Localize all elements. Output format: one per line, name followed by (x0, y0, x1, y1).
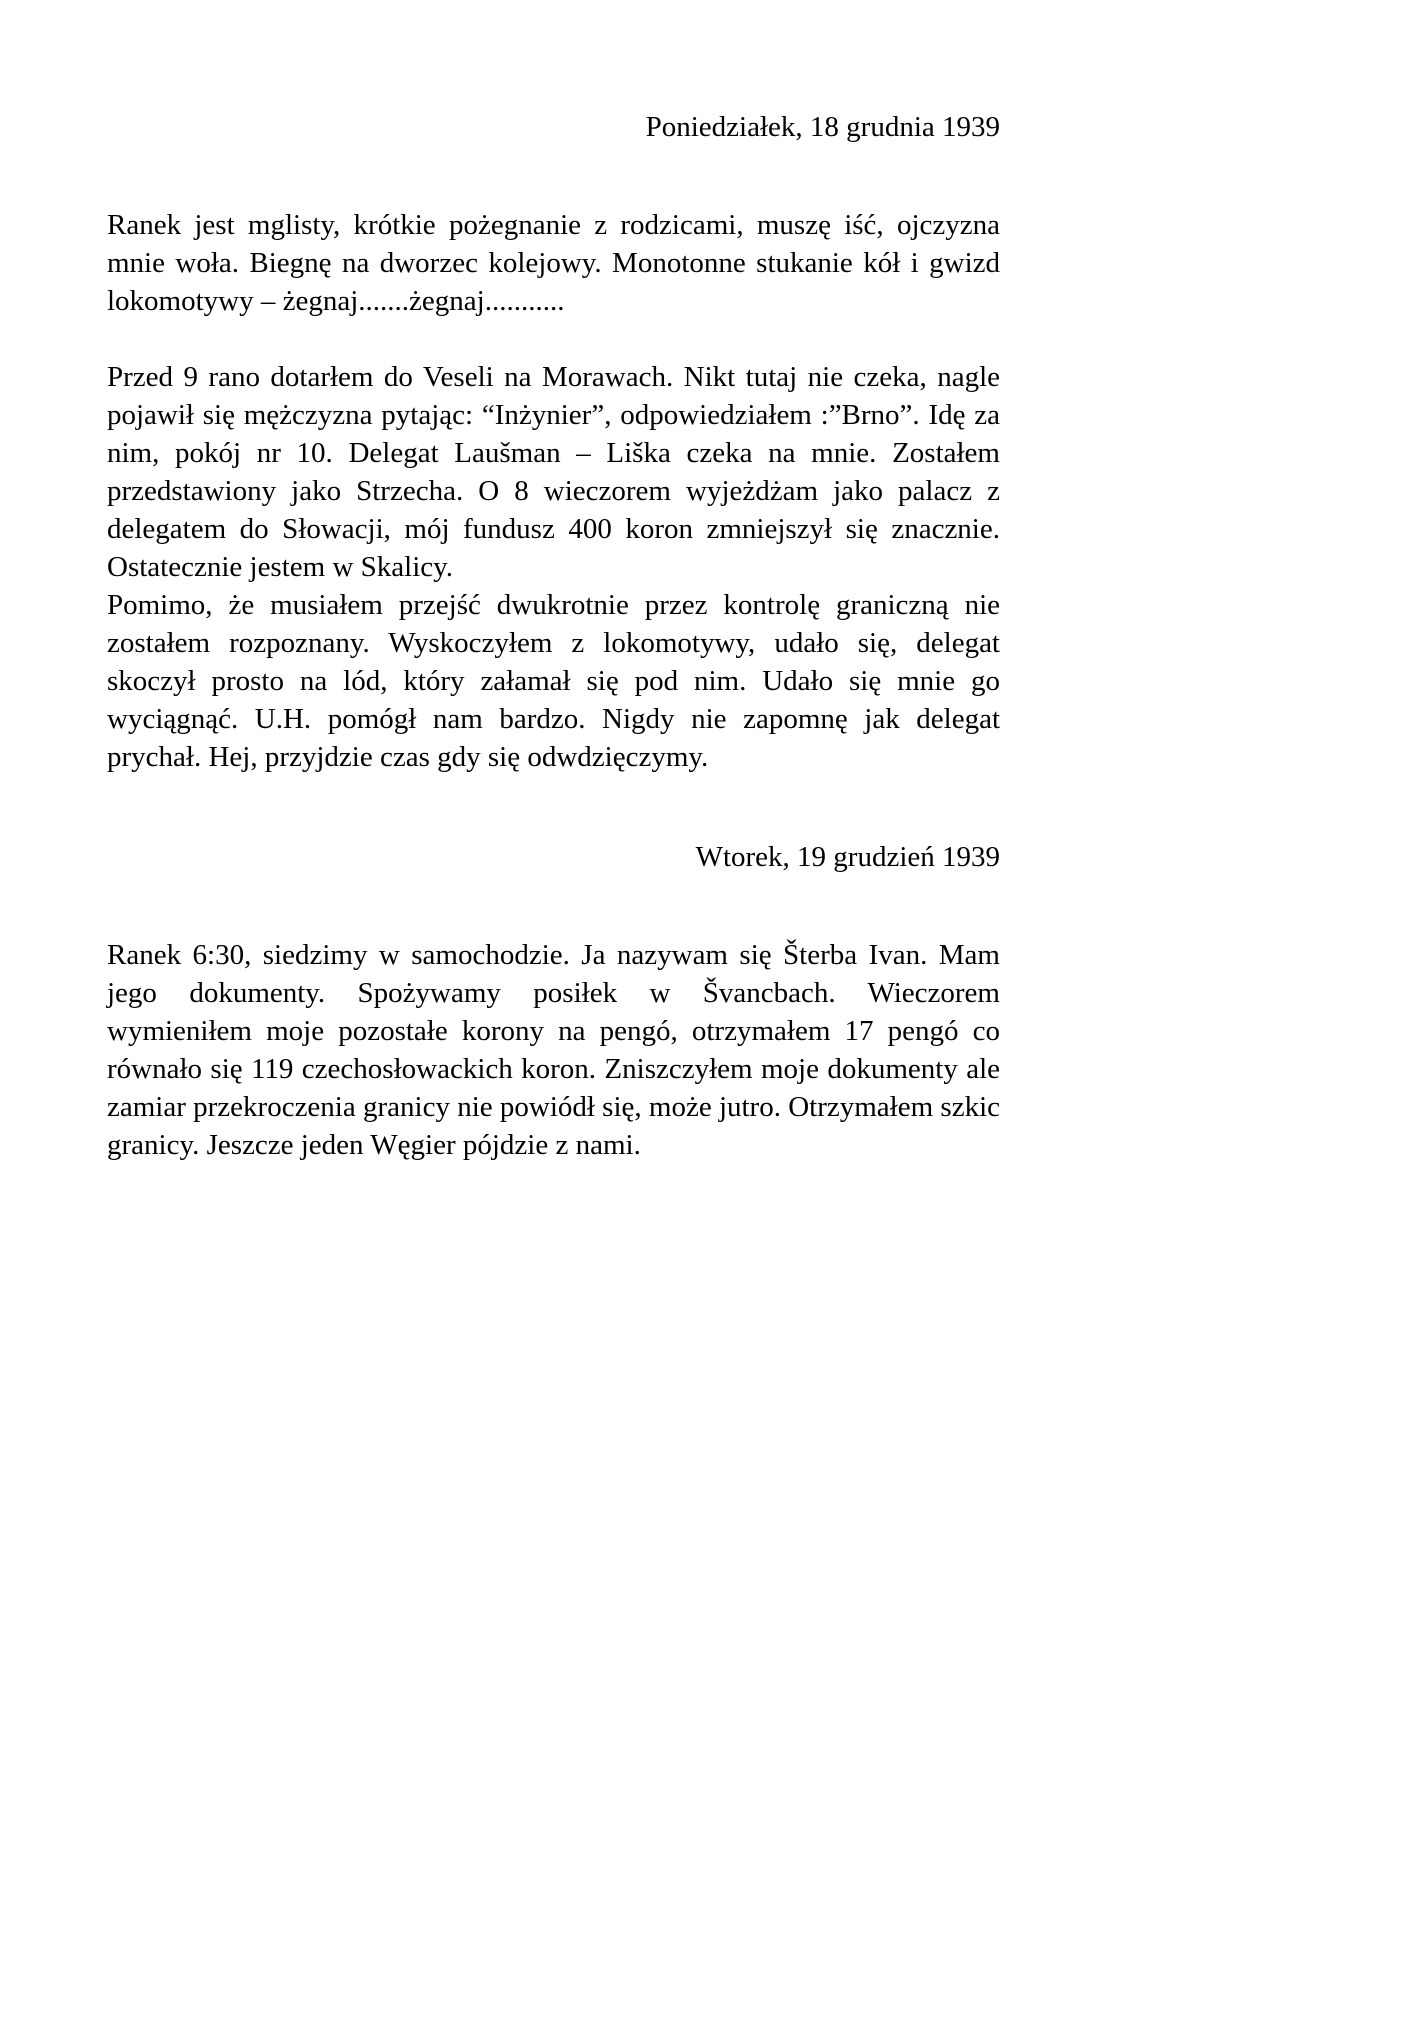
paragraph-veseli-arrival: Przed 9 rano dotarłem do Veseli na Morawach. Nikt tutaj nie czeka, nagle pojawił się mężczyzna pytając: “Inżynier”, odpowiedziałem :”Brno”. Idę za nim, pokój nr 10. Delegat Laušman – Liška czeka na mnie. Zostałem przedstawiony jako Strzecha. O 8 wieczorem wyjeżdżam jako palacz z delegatem do Słowacji, mój fundusz 400 koron zmniejszył się znacznie. Ostatecznie jestem w Skalicy. (107, 361, 1000, 583)
paragraph-border-crossing: Pomimo, że musiałem przejść dwukrotnie przez kontrolę graniczną nie zostałem rozpoznany. Wyskoczyłem z lokomotywy, udało się, delegat skoczył prosto na lód, który załamał się pod nim. Udało się mnie go wyciągnąć. U.H. pomógł nam bardzo. Nigdy nie zapomnę jak delegat prychał. Hej, przyjdzie czas gdy się odwdzięczymy. (107, 589, 1000, 773)
entry-date-tuesday: Wtorek, 19 grudzień 1939 (695, 841, 1000, 873)
paragraph-morning-departure: Ranek jest mglisty, krótkie pożegnanie z rodzicami, muszę iść, ojczyzna mnie woła. Biegnę na dworzec kolejowy. Monotonne stukanie kół i gwizd lokomotywy – żegnaj.......żegnaj........... (107, 209, 1000, 317)
page-content (107, 108, 1000, 1164)
entry-date-monday: Poniedziałek, 18 grudnia 1939 (645, 111, 1000, 143)
diary-entry-monday (107, 108, 1000, 776)
diary-entry-tuesday (107, 838, 1000, 1164)
paragraph-car-ride: Ranek 6:30, siedzimy w samochodzie. Ja nazywam się Šterba Ivan. Mam jego dokumenty. Spożywamy posiłek w Švancbach. Wieczorem wymieniłem moje pozostałe korony na pengó, otrzymałem 17 pengó co równało się 119 czechosłowackich koron. Zniszczyłem moje dokumenty ale zamiar przekroczenia granicy nie powiódł się, może jutro. Otrzymałem szkic granicy. Jeszcze jeden Węgier pójdzie z nami. (107, 939, 1000, 1161)
